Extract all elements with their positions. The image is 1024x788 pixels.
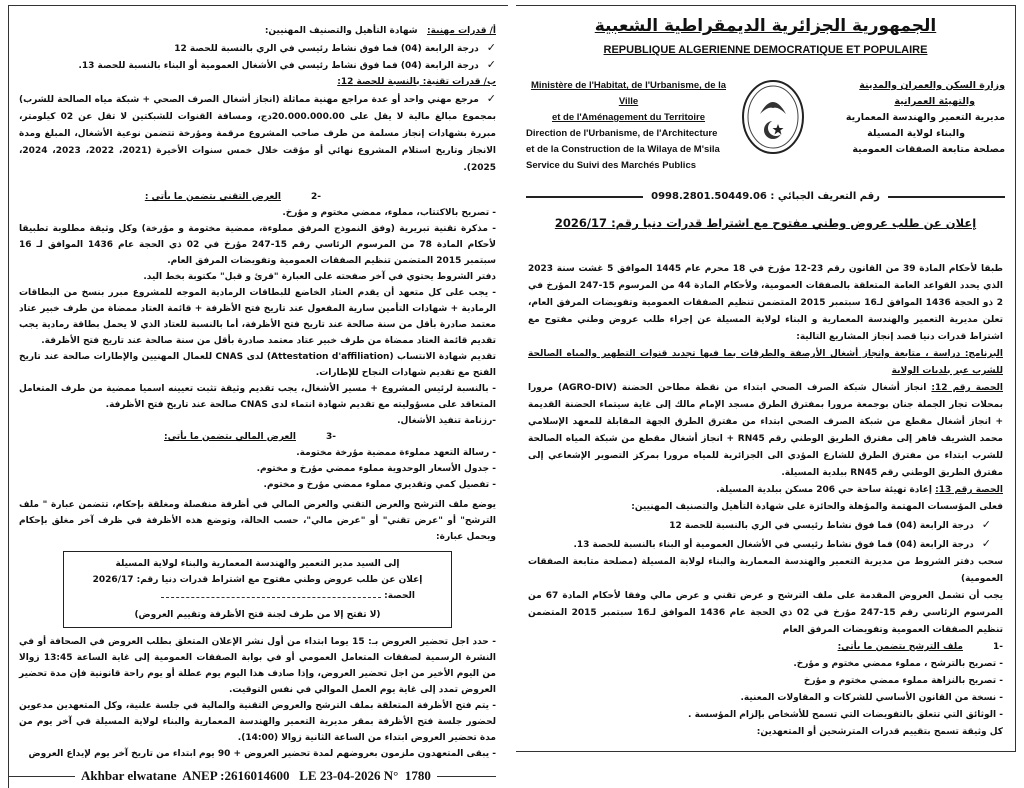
left-column — [8, 5, 508, 788]
direction-fr-line: Direction de l'Urbanisme, de l'Architecture — [526, 128, 718, 139]
box-line: (لا تفتح إلا من طرف لجنة فتح الأظرفة وتقييم العروض) — [134, 610, 381, 620]
left-body-mid — [19, 189, 496, 545]
check-text: مرجع مهني واحد أو عدة مراجع مهنية مماثلة (انجاز أشغال الصرف الصحي + شبكة مياه الصالحة للشرب) بمجموع مبالغ مالية لا يقل على 20.000.000.00دج، ومسافة القنوات للشبكتين لا تقل عن 02 كيلومتر، مبررة بشهادات إنجاز مسلمة من طرف صاحب المشروع مرقمة ومؤرخة تتضمن نوعية الأشغال، المبلغ ومدة الانجاز وتاريخ استلام المشروع نهائي أو مؤقت خلال خمس سنوات الأخيرة (2021، 2022، 2023، 2024، 2025). — [19, 95, 496, 173]
list-item: - جدول الأسعار الوحدوية مملوء ممضي مؤرخ و مختوم. — [256, 464, 496, 474]
list-item: - بالنسبة لرئيس المشروع + مسير الأشغال، يجب تقديم وثيقة تثبت تعيينه اسميا ممضية من طرف المتعامل المتعاقد على مسؤوليته مع تقديم شهادة انتماء لدى CNAS صالحة عند تاريخ فتح الأظرفة. — [19, 384, 496, 410]
section-number: -3 — [325, 432, 336, 442]
list-item: - الوثائق التي تتعلق بالتفويضات التي تسمح للأشخاص بإلزام المؤسسة . — [688, 710, 1003, 720]
lot-13-label: الحصة رقم 13: — [935, 485, 1003, 495]
requirements-text: يجب أن تشمل العروض المقدمة على ملف الترشح و عرض تقني و عرض مالي وفقا لأحكام المادة 67 من المرسوم الرئاسي رقم 15-247 مؤرخ في 02 ذي الحجة عام 1436 الموافق لـ16 سبتمبر 2015 المتضمن تنظيم الصفقات العمومية وتفويضات المرفق العام — [528, 591, 1004, 635]
direction-ar-line: والبناء لولاية المسيلة — [867, 128, 965, 139]
ministry-header-row — [526, 78, 1005, 174]
divider-line — [888, 196, 1005, 198]
opening-text: - يتم فتح الأظرفة المتعلقة بملف الترشح والعروض التقنية والمالية في جلسة علنية، وكل المتعهدين مدعوين لحضور جلسة فتح الأظرفة بمقر مديرية التعمير والهندسة المعمارية والبناء لولاية المسيلة في آخر يوم من مدة تحضير العروض ابتداء من الساعة الثانية زوالا (14:00). — [19, 701, 496, 743]
right-body — [526, 261, 1005, 741]
emblem-seal-icon — [738, 78, 808, 156]
section-3-heading — [19, 429, 496, 445]
list-item: - نسخة من القانون الأساسي للشركات و المقاولات المعنية. — [740, 693, 1003, 703]
direction-ar-line: مديرية التعمير والهندسة المعمارية — [845, 112, 1005, 123]
lot-12-text: انجاز أشغال شبكة الصرف الصحي ابتداء من نقطة مطاحن الحضنة (AGRO-DIV) مرورا بمحلات تجار الجملة جنان بوجمعة مرورا بمفترق الطرق مسجد الإمام مالك إلى غاية سيتماء الحضنة القديمة + انجاز أشغال مقطع من شبكة الصرف الصحي ابتداء من مفترق الطرق الجهة المقابلة للمعهد الإسلامي محمد الشريف قاهر إلى مفترق الطريق الوطني رقم RN45 + انجاز أشغال مقطع من شبكة المياه الصالحة للشرب ابتداء من مفترق الطرق للشارع المؤدي الى الجزائرية للمياه مرورا بمركز التصوير الإشعاعي إلى مفترق الطريق الوطني رقم RN45 ببلدية المسيلة. — [528, 383, 1003, 478]
footer-line-left — [9, 776, 75, 777]
check-item — [19, 57, 496, 75]
fiscal-row — [526, 188, 1005, 205]
withdraw-text: سحب دفتر الشروط من مديرية التعمير والهندسة المعمارية والبناء لولاية المسيلة (مصلحة متابعة الصفقات العمومية) — [528, 557, 1003, 584]
left-body-bottom — [19, 634, 496, 762]
checkmark-icon: ✓ — [486, 92, 496, 105]
envelope-label-box — [63, 551, 452, 628]
list-item: دفتر الشروط يحتوي في آخر صفحته على العبارة "قرئ و قبل" مكتوبة بخط اليد. — [143, 272, 496, 282]
section-2-heading — [19, 189, 496, 205]
lot-13-text: إعادة تهيئة ساحة حي 206 مسكن ببلدية المسيلة. — [716, 485, 933, 495]
list-item: - يجب على كل متعهد أن يقدم العتاد الخاضع للبطاقات الرمادية الموجه للمشروع مبرر بنسخ من البطاقات الرمادية + شهادات التأمين سارية المفعول عند تاريخ فتح الأظرفة + قائمة العتاد ممضاة من طرف خبير عتاد معتمد صادرة بأقل من سنة صالحة عند تاريخ فتح الأظرفة، أما بالنسبة للعتاد الذي لا يحمل بطاقة رمادية يجب تقديم قائمة العتاد ممضاة من طرف خبير عتاد معتمد صادرة بأقل من سنة صالحة عند تاريخ فتح الأظرفة. — [19, 288, 496, 346]
section-number: -1 — [992, 642, 1003, 652]
list-item: -رزنامة تنفيذ الأشغال. — [397, 416, 496, 426]
list-item: - تصريح بالنزاهة مملوء ممضي مختوم و مؤرخ — [803, 676, 1003, 686]
box-lot-label: الحصة: — [384, 591, 415, 601]
list-item: - تصريح بالاكتتاب، مملوء، ممضي مختوم و مؤرخ. — [282, 208, 496, 218]
left-body-top — [19, 24, 496, 177]
footer-publication: Akhbar elwatane ANEP :2616014600 LE 23-04-2026 N° 1780 — [81, 768, 431, 783]
section-label: أ/ قدرات مهنية: — [427, 26, 496, 36]
section-number: -2 — [310, 192, 321, 202]
program-line: البرنامج: دراسة ، متابعة وانجاز أشغال الأرصفة والطرقات بما فيها تجديد قنوات التطهير والمياه الصالحة للشرب عبر بلديات الولاية — [528, 349, 1003, 376]
section-title: ملف الترشح يتضمن ما يأتي: — [837, 642, 963, 652]
check-text: درجة الرابعة (04) فما فوق نشاط رئيسي في الأشغال العمومية أو البناء بالنسبة للحصة 13. — [78, 61, 479, 71]
check-item — [528, 516, 1003, 535]
technical-capacity-label: ب/ قدرات تقنية: بالنسبة للحصة 12: — [337, 76, 496, 87]
checkmark-icon: ✓ — [981, 518, 991, 531]
checkmark-icon: ✓ — [486, 40, 496, 54]
section-1-heading — [528, 639, 1003, 656]
list-item: - تصريح بالترشح ، مملوء ممضي مختوم و مؤرخ. — [793, 659, 1003, 669]
check-item — [528, 535, 1003, 554]
deadline-text: - حدد اجل تحضير العروض بـ: 15 يوما ابتداء من أول نشر الإعلان المتعلق بطلب العروض في الصحافة أو في النشرة الرسمية لصفقات المتعامل العمومي أو في بوابة الصفقات العمومية إلى غاية الساعة 13:45 زوالا من اليوم الأخير من اجل تحضير العروض، وإذا صادف هذا اليوم يوم عطلة أو يوم راحة قانونية فإن مدة تحضير العروض تمدد إلى غاية يوم العمل الموالي في نفس التوقيت. — [19, 637, 496, 695]
footer-row — [9, 762, 496, 788]
checkmark-icon: ✓ — [486, 58, 496, 71]
section-title: العرض المالي يتضمن ما يأتي: — [163, 432, 296, 442]
service-ar-line: مصلحة متابعة الصفقات العمومية — [852, 144, 1005, 155]
list-item: - رسالة التعهد مملوءة ممضية مؤرخة مختومة. — [296, 448, 496, 458]
eligibility-text: فعلى المؤسسات المهتمة والمؤهلة والحائزة على شهادة التأهيل والتصنيف المهنيين: — [631, 502, 1003, 512]
lot-12-label: الحصة رقم 12: — [931, 383, 1003, 393]
ministry-fr-block — [526, 78, 731, 174]
box-lot-line — [70, 588, 445, 604]
republic-title-fr: REPUBLIQUE ALGERIENNE DEMOCRATIQUE ET POPULAIRE — [603, 44, 928, 56]
fiscal-id: رقم التعريف الجبائي : 0998.2801.50449.06 — [651, 191, 880, 202]
ministry-fr-line: et de l'Aménagement du Territoire — [551, 112, 706, 123]
footer-line-right — [437, 776, 496, 777]
intro-paragraph: طبقا لأحكام المادة 39 من القانون رقم 23-12 مؤرخ في 18 محرم عام 1445 الموافق 5 غشت سنة 2023 الذي يحدد القواعد العامة المتعلقة بالصفقات العمومية، ولأحكام المادة 44 من المرسوم 15-247 المؤرخ في 2 ذو الحجة 1436 الموافق لـ16 سبتمبر 2015 المتضمن تنظيم الصفقات العمومية وتفويضات المرفق العام، تعلن مديرية التعمير والهندسة المعمارية و البناء لولاية المسيلة عن إجراء طلب عروض وطني مفتوح مع اشتراط قدرات دنيا قصد إنجاز المشاريع التالية: — [528, 264, 1004, 342]
check-item — [19, 40, 496, 58]
section-text: شهادة التأهيل والتصنيف المهنيين: — [264, 26, 418, 36]
section-title: العرض التقني يتضمن ما يأتي : — [144, 192, 281, 202]
check-text: درجة الرابعة (04) فما فوق نشاط رئيسي في الأشغال العمومية أو البناء بالنسبة للحصة 13. — [573, 540, 974, 550]
check-item — [19, 90, 496, 177]
professional-capacity — [19, 24, 496, 40]
ministry-fr-line: Ministère de l'Habitat, de l'Urbanisme, de la Ville — [530, 80, 727, 107]
list-item: - مذكرة تقنية تبريرية (وفق النموذج المرفق مملوءة، ممضية مختومة و مؤرخة) وكل وثيقة مطلوبة تطبيقا لأحكام المادة 78 من المرسوم الرئاسي رقم 15-247 مؤرخ في 02 ذي الحجة عام 1436 الموافق لـ 16 سبتمبر 2015 المتضمن تنظيم الصفقات العمومية وتفويضات المرفق العام. — [19, 224, 496, 266]
validity-text: - يبقى المتعهدون ملزمون بعروضهم لمدة تحضير العروض + 90 يوم ابتداء من تاريخ آخر يوم لإيداع العروض — [28, 749, 496, 759]
ministry-ar-line: والتهيئة العمرانية — [894, 96, 975, 107]
ministry-ar-line: وزارة السكن والعمران والمدينة — [859, 80, 1005, 91]
republic-title-ar: الجمهورية الجزائرية الديمقراطية الشعبية — [594, 16, 937, 36]
ministry-ar-block — [815, 78, 1005, 158]
right-column — [516, 5, 1016, 752]
lot-13 — [528, 482, 1003, 499]
box-line: إلى السيد مدير التعمير والهندسة المعمارية والبناء لولاية المسيلة — [115, 559, 400, 569]
service-fr-line: Service du Suivi des Marchés Publics — [526, 160, 697, 171]
list-item: كل وثيقة تسمح بتقييم قدرات المترشحين أو المتعهدين: — [756, 727, 1003, 737]
box-line: إعلان عن طلب عروض وطني مفتوح مع اشتراط قدرات دنيا رقم: 2026/17 — [92, 575, 423, 585]
direction-fr-line: et de la Construction de la Wilaya de M'sila — [526, 144, 720, 155]
checkmark-icon: ✓ — [981, 537, 991, 550]
list-item: - تفصيل كمي وتقديري مملوء ممضي مؤرخ و مختوم. — [263, 480, 496, 490]
algeria-emblem — [738, 78, 808, 156]
notice-title: إعلان عن طلب عروض وطني مفتوح مع اشتراط قدرات دنيا رقم: 2026/17 — [554, 216, 977, 230]
lot-12 — [528, 380, 1003, 482]
check-text: درجة الرابعة (04) فما فوق نشاط رئيسي في الري بالنسبة للحصة 12 — [174, 43, 479, 54]
list-item: تقديم شهادة الانتساب (Attestation d'affiliation) لدى CNAS للعمال المهنيين والإطارات صالحة عند تاريخ الفتح مع تقديم شهادات النجاح للإطارات. — [19, 352, 496, 378]
check-text: درجة الرابعة (04) فما فوق نشاط رئيسي في الري بالنسبة للحصة 12 — [669, 521, 974, 531]
envelopes-text: يوضع ملف الترشح والعرض التقني والعرض المالي في أظرفة منفصلة ومغلقة بإحكام، تتضمن عبارة " ملف الترشح" أو "عرض تقني" أو "عرض مالي"، حسب الحالة، وتوضع هذه الأظرفة في ظرف آخر مغلق بإحكام ويحمل عبارة: — [19, 500, 496, 542]
divider-line — [526, 196, 643, 198]
